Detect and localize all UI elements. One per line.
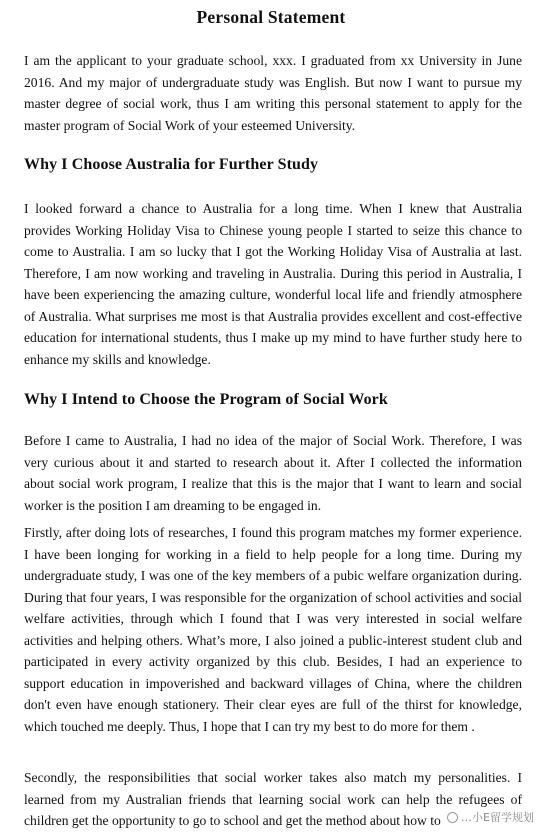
- document-title: Personal Statement: [196, 7, 346, 27]
- watermark: [445, 809, 536, 825]
- section-paragraph-social-work-2: Firstly, after doing lots of researches, I found this program matches my former experience. I have been longing for working in a field to help people for a long time. During my undergraduate study, I was one of the key members of a pubic welfare organization during. During that four years, I was responsible for the organization of school activities and social welfare activities, through which I found that I was very interested in social welfare activities and helping others. What’s more, I also joined a public-interest student club and participated in every activity organized by this club. Besides, I had an experience to support education in impoverished and backward villages of China, where the children don't even have enough stationery. Their clear eyes are full of the thirst for knowledge, which touched me deeply. Thus, I hope that I can try my best to do more for them .: [24, 525, 522, 734]
- intro-paragraph: I am the applicant to your graduate school, xxx. I graduated from xx University in June 2016. And my major of undergraduate study was English. But now I want to pursue my master degree of social work, thus I am writing this personal statement to apply for the master program of Social Work of your esteemed University.: [24, 53, 522, 133]
- section-heading-australia: Why I Choose Australia for Further Study: [24, 156, 319, 173]
- section-paragraph-australia: I looked forward a chance to Australia for a long time. When I knew that Australia provides Working Holiday Visa to Chinese young people I started to seize this chance to come to Australia. I am so lucky that I got the Working Holiday Visa of Australia at last. Therefore, I am now working and traveling in Australia. During this period in Australia, I have been experiencing the amazing culture, wonderful local life and friendly atmosphere of Australia. What surprises me most is that Australia provides excellent and cost-effective education for international students, thus I make up my mind to have further study here to enhance my skills and knowledge.: [24, 201, 522, 367]
- section-paragraph-social-work-1: Before I came to Australia, I had no idea of the major of Social Work. Therefore, I was very curious about it and started to research about it. After I collected the information about social work program, I realize that this is the major that I want to learn and social worker is the position I am dreaming to be engaged in.: [24, 433, 522, 513]
- chat-bubble-icon: [447, 812, 458, 823]
- watermark-text: …小E留学规划: [461, 811, 534, 824]
- section-paragraph-social-work-3: Secondly, the responsibilities that social worker takes also match my personalities. I learned from my Australian friends that learning social work can help the refugees of children get the opportunity to go to school and get the method about how to: [24, 770, 522, 828]
- section-heading-social-work: Why I Intend to Choose the Program of Social Work: [24, 391, 388, 408]
